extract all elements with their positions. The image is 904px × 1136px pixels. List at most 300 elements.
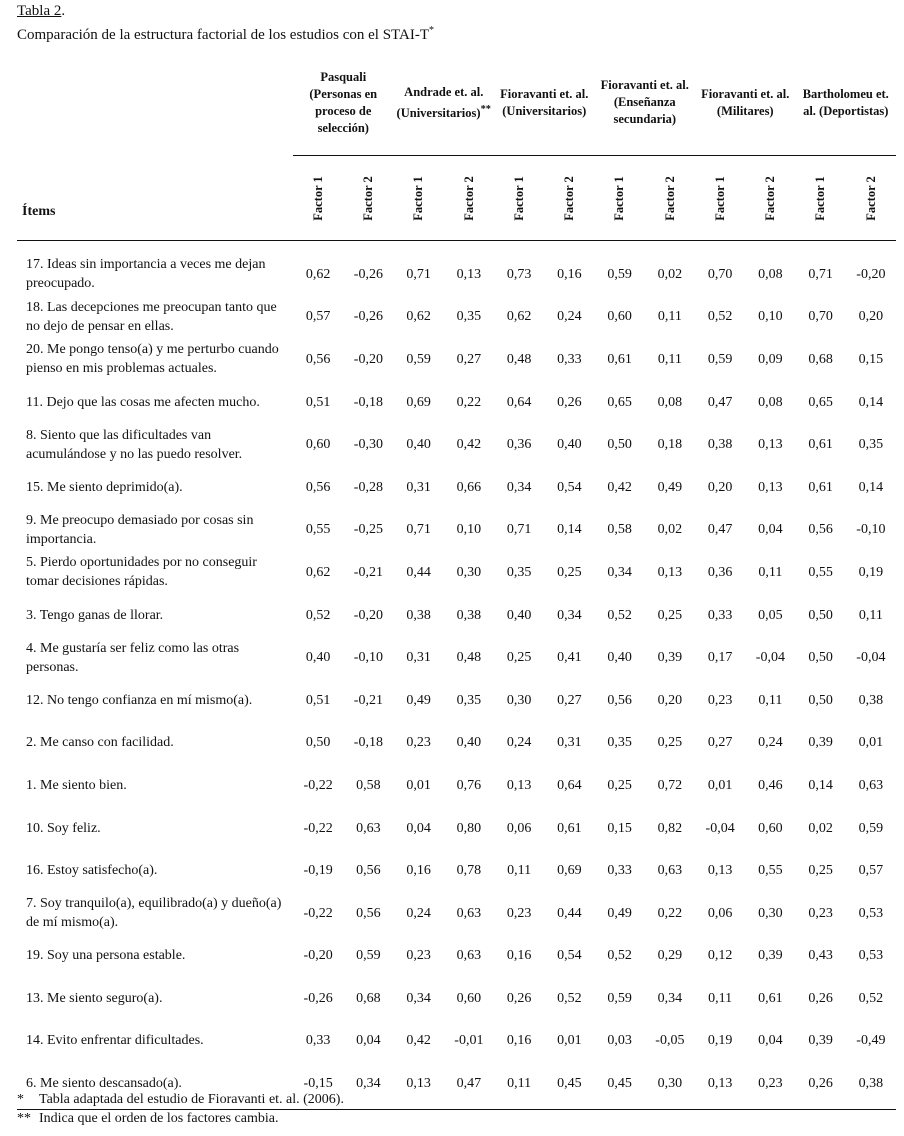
loading-cell: 0,52	[607, 607, 632, 623]
loading-cell: -0,04	[856, 650, 886, 666]
loading-cell: 0,13	[406, 1076, 431, 1092]
loading-cell: 0,38	[707, 437, 733, 453]
loading-cell: 0,44	[557, 905, 582, 921]
loading-cell: 0,61	[758, 990, 783, 1006]
loading-cell: 0,22	[456, 394, 482, 410]
loading-cell: 0,35	[506, 564, 532, 580]
loading-cell: 0,58	[607, 522, 632, 538]
loading-cell: 0,12	[707, 948, 733, 964]
loading-cell: 0,31	[406, 650, 431, 666]
loading-cell: 0,55	[808, 564, 833, 580]
loading-cell: 0,59	[607, 266, 632, 282]
loading-cell: 0,58	[356, 777, 381, 793]
study-header	[494, 50, 595, 156]
table-row	[17, 594, 896, 637]
loading-cell: 0,10	[456, 522, 482, 538]
loading-cell: 0,60	[456, 990, 482, 1006]
loading-cell: 0,65	[808, 394, 833, 410]
loading-cell: 0,23	[506, 905, 532, 921]
table-caption	[17, 2, 434, 45]
loading-cell: -0,20	[856, 266, 886, 282]
item-cell: 3. Tengo ganas de llorar.	[26, 607, 164, 623]
loading-cell: 0,59	[858, 820, 884, 836]
loading-cell: -0,26	[353, 266, 383, 282]
factor-label: Factor 1	[612, 175, 627, 221]
item-cell: 12. No tengo confianza en mí mismo(a).	[26, 692, 253, 708]
study-header	[394, 50, 495, 156]
loading-cell: 0,71	[808, 266, 833, 282]
loading-cell: -0,49	[856, 1033, 886, 1049]
table-row	[17, 509, 896, 552]
loading-cell: 0,27	[557, 692, 582, 708]
loading-cell: 0,50	[305, 735, 331, 751]
loading-cell: 0,33	[557, 351, 582, 367]
loading-cell: 0,36	[506, 437, 532, 453]
table-label: Tabla 2	[17, 3, 62, 19]
loading-cell: 0,47	[707, 394, 733, 410]
title-footnote-mark: *	[429, 25, 434, 36]
loading-cell: 0,57	[305, 309, 331, 325]
factor-label: Factor 1	[511, 175, 526, 221]
table-row	[17, 466, 896, 509]
study-name: Fioravanti et. al. (Enseñanza secundaria)	[600, 78, 689, 127]
loading-cell: 0,59	[607, 990, 632, 1006]
loading-cell: 0,20	[657, 692, 683, 708]
study-footnote-mark: **	[480, 103, 491, 115]
loading-cell: 0,61	[808, 479, 833, 495]
loading-cell: 0,24	[506, 735, 532, 751]
loading-cell: 0,26	[808, 990, 833, 1006]
loading-cell: 0,41	[557, 650, 582, 666]
loading-cell: 0,08	[758, 266, 783, 282]
loading-cell: 0,71	[506, 522, 532, 538]
loading-cell: 0,53	[858, 948, 884, 964]
note-text: Indica que el orden de los factores cambia.	[39, 1111, 279, 1126]
loading-cell: 0,55	[305, 522, 331, 538]
item-cell: 18. Las decepciones me preocupan tanto que no dejo de pensar en ellas.	[26, 299, 277, 334]
item-cell: 9. Me preocupo demasiado por cosas sin importancia.	[26, 512, 254, 547]
factor-label: Factor 2	[360, 175, 375, 221]
note-text: Tabla adaptada del estudio de Fioravanti et. al. (2006).	[39, 1092, 344, 1107]
loading-cell: 0,42	[456, 437, 482, 453]
loading-cell: 0,06	[707, 905, 733, 921]
loading-cell: 0,34	[607, 564, 632, 580]
loading-cell: -0,25	[353, 522, 383, 538]
table-note	[17, 1109, 344, 1128]
loading-cell: 0,63	[356, 820, 381, 836]
study-name: Andrade et. al. (Universitarios)	[396, 84, 484, 120]
loading-cell: -0,30	[353, 437, 383, 453]
loading-cell: 0,69	[406, 394, 431, 410]
study-header	[595, 50, 696, 156]
loading-cell: 0,13	[506, 777, 532, 793]
table-label-suffix: .	[61, 3, 66, 19]
loading-cell: 0,11	[657, 351, 682, 367]
item-cell: 13. Me siento seguro(a).	[26, 990, 163, 1006]
loading-cell: 0,80	[456, 820, 482, 836]
loading-cell: 0,42	[607, 479, 632, 495]
loading-cell: 0,11	[507, 1076, 532, 1092]
item-cell: 20. Me pongo tenso(a) y me perturbo cuando pienso en mis problemas actuales.	[26, 342, 279, 377]
table-row	[17, 977, 896, 1020]
loading-cell: 0,25	[557, 564, 582, 580]
loading-cell: 0,56	[305, 351, 331, 367]
loading-cell: 0,82	[657, 820, 683, 836]
loading-cell: 0,59	[356, 948, 381, 964]
loading-cell: -0,20	[353, 607, 383, 623]
loading-cell: 0,62	[406, 309, 431, 325]
loading-cell: 0,15	[858, 351, 884, 367]
loading-cell: 0,34	[356, 1076, 381, 1092]
loading-cell: 0,70	[707, 266, 733, 282]
loading-cell: 0,39	[657, 650, 683, 666]
factor-label: Factor 1	[411, 175, 426, 221]
item-cell: 7. Soy tranquilo(a), equilibrado(a) y dueño(a) de mí mismo(a).	[26, 896, 282, 931]
loading-cell: 0,59	[707, 351, 733, 367]
loading-cell: 0,53	[858, 905, 884, 921]
loading-cell: 0,35	[456, 309, 482, 325]
loading-cell: 0,50	[607, 437, 632, 453]
loading-cell: 0,43	[808, 948, 833, 964]
loading-cell: 0,40	[607, 650, 632, 666]
loading-cell: 0,63	[858, 777, 884, 793]
item-cell: 15. Me siento deprimido(a).	[26, 479, 183, 495]
loading-cell: 0,57	[858, 863, 884, 879]
loading-cell: 0,11	[657, 309, 682, 325]
loading-cell: 0,11	[708, 990, 733, 1006]
loading-cell: 0,18	[657, 437, 683, 453]
table-row	[17, 1020, 896, 1063]
table-row	[17, 296, 896, 339]
loading-cell: 0,16	[557, 266, 582, 282]
loading-cell: 0,04	[356, 1033, 381, 1049]
table-row	[17, 849, 896, 892]
study-name: Fioravanti et. al. (Militares)	[701, 86, 790, 118]
table-row	[17, 636, 896, 679]
loading-cell: 0,52	[305, 607, 331, 623]
loading-cell: 0,04	[406, 820, 431, 836]
loading-cell: 0,47	[456, 1076, 482, 1092]
loading-cell: 0,26	[506, 990, 532, 1006]
loading-cell: 0,24	[406, 905, 431, 921]
loading-cell: 0,27	[707, 735, 733, 751]
loading-cell: -0,19	[303, 863, 333, 879]
loading-cell: 0,14	[808, 777, 833, 793]
loading-cell: 0,33	[305, 1033, 331, 1049]
loading-cell: 0,13	[758, 437, 783, 453]
loading-cell: 0,16	[506, 1033, 532, 1049]
loading-cell: 0,14	[858, 394, 884, 410]
table-row	[17, 892, 896, 935]
table-row	[17, 679, 896, 722]
factor-column-header	[343, 156, 393, 241]
loading-cell: -0,04	[705, 820, 735, 836]
item-cell: 6. Me siento descansado(a).	[26, 1076, 182, 1092]
loading-cell: 0,52	[607, 948, 632, 964]
table-row	[17, 423, 896, 466]
loading-cell: 0,06	[506, 820, 532, 836]
loading-cell: 0,50	[808, 607, 833, 623]
loading-cell: 0,27	[456, 351, 482, 367]
loading-cell: 0,73	[506, 266, 532, 282]
loading-cell: 0,20	[707, 479, 733, 495]
loading-cell: 0,23	[707, 692, 733, 708]
loading-cell: 0,22	[657, 905, 683, 921]
loading-cell: 0,38	[858, 692, 884, 708]
factor-column-header	[745, 156, 795, 241]
factor-column-header	[444, 156, 494, 241]
loading-cell: 0,56	[305, 479, 331, 495]
loading-cell: 0,11	[758, 692, 783, 708]
item-cell: 16. Estoy satisfecho(a).	[26, 863, 158, 879]
study-name: Pasquali (Personas en proceso de selección)	[309, 69, 378, 135]
loading-cell: -0,21	[353, 564, 383, 580]
loading-cell: 0,23	[406, 948, 431, 964]
loading-cell: 0,39	[758, 948, 783, 964]
loading-cell: 0,63	[456, 948, 482, 964]
loading-cell: 0,30	[506, 692, 532, 708]
loading-cell: 0,78	[456, 863, 482, 879]
loading-cell: 0,54	[557, 948, 582, 964]
loading-cell: 0,17	[707, 650, 733, 666]
item-cell: 19. Soy una persona estable.	[26, 948, 186, 964]
table-row	[17, 551, 896, 594]
item-cell: 14. Evito enfrentar dificultades.	[26, 1033, 204, 1049]
loading-cell: -0,04	[755, 650, 785, 666]
loading-cell: 0,60	[607, 309, 632, 325]
loading-cell: 0,56	[607, 692, 632, 708]
loading-cell: -0,26	[303, 990, 333, 1006]
loading-cell: 0,16	[506, 948, 532, 964]
loading-cell: 0,39	[808, 1033, 833, 1049]
loading-cell: 0,52	[707, 309, 733, 325]
factor-column-header	[846, 156, 896, 241]
loading-cell: 0,24	[557, 309, 582, 325]
loading-cell: 0,40	[305, 650, 331, 666]
table-body	[17, 253, 896, 1105]
loading-cell: 0,40	[406, 437, 431, 453]
loading-cell: 0,70	[808, 309, 833, 325]
factor-column-header	[796, 156, 846, 241]
loading-cell: 0,42	[406, 1033, 431, 1049]
loading-cell: 0,56	[356, 863, 381, 879]
loading-cell: 0,64	[506, 394, 532, 410]
loading-cell: 0,40	[456, 735, 482, 751]
loading-cell: 0,23	[406, 735, 431, 751]
loading-cell: 0,01	[406, 777, 431, 793]
loading-cell: 0,38	[456, 607, 482, 623]
loading-cell: 0,35	[456, 692, 482, 708]
loading-cell: 0,45	[557, 1076, 582, 1092]
loading-cell: -0,15	[303, 1076, 333, 1092]
items-column-header: Ítems	[17, 50, 293, 241]
loading-cell: 0,34	[657, 990, 683, 1006]
loading-cell: 0,02	[657, 266, 683, 282]
item-cell: 4. Me gustaría ser feliz como las otras personas.	[26, 640, 240, 675]
loading-cell: 0,68	[356, 990, 381, 1006]
factor-column-header	[595, 156, 645, 241]
loading-cell: 0,31	[406, 479, 431, 495]
loading-cell: -0,21	[353, 692, 383, 708]
loading-cell: 0,49	[406, 692, 431, 708]
table-row	[17, 381, 896, 424]
loading-cell: 0,44	[406, 564, 431, 580]
loading-cell: 0,71	[406, 522, 431, 538]
loading-cell: 0,19	[858, 564, 884, 580]
factor-label: Factor 2	[662, 175, 677, 221]
factor-column-header	[293, 156, 343, 241]
loading-cell: 0,29	[657, 948, 683, 964]
loading-cell: 0,48	[456, 650, 482, 666]
loading-cell: 0,46	[758, 777, 783, 793]
loading-cell: 0,50	[808, 692, 833, 708]
loading-cell: 0,25	[607, 777, 632, 793]
loading-cell: -0,20	[353, 351, 383, 367]
loading-cell: 0,72	[657, 777, 683, 793]
loading-cell: 0,65	[607, 394, 632, 410]
loading-cell: 0,25	[808, 863, 833, 879]
loading-cell: 0,26	[557, 394, 582, 410]
loading-cell: 0,64	[557, 777, 582, 793]
loading-cell: 0,68	[808, 351, 833, 367]
loading-cell: 0,26	[808, 1076, 833, 1092]
factor-column-header	[394, 156, 444, 241]
loading-cell: 0,02	[808, 820, 833, 836]
loading-cell: 0,11	[858, 607, 883, 623]
loading-cell: 0,25	[657, 607, 683, 623]
loading-cell: 0,59	[406, 351, 431, 367]
loading-cell: 0,63	[456, 905, 482, 921]
study-header	[695, 50, 796, 156]
loading-cell: 0,39	[808, 735, 833, 751]
loading-cell: 0,02	[657, 522, 683, 538]
item-cell: 17. Ideas sin importancia a veces me dejan preocupado.	[26, 257, 266, 292]
loading-cell: 0,03	[607, 1033, 632, 1049]
loading-cell: 0,23	[808, 905, 833, 921]
loading-cell: 0,10	[758, 309, 783, 325]
item-cell: 11. Dejo que las cosas me afecten mucho.	[26, 394, 260, 410]
loading-cell: 0,56	[808, 522, 833, 538]
loading-cell: 0,33	[607, 863, 632, 879]
loading-cell: 0,11	[758, 564, 783, 580]
loading-cell: 0,62	[305, 564, 331, 580]
study-header-row	[17, 50, 896, 156]
item-cell: 2. Me canso con facilidad.	[26, 735, 174, 751]
loading-cell: 0,62	[305, 266, 331, 282]
loading-cell: -0,28	[353, 479, 383, 495]
note-mark: **	[17, 1111, 31, 1126]
loading-cell: -0,18	[353, 394, 383, 410]
loading-cell: 0,35	[858, 437, 884, 453]
factor-column-header	[494, 156, 544, 241]
loading-cell: 0,13	[456, 266, 482, 282]
loading-cell: 0,19	[707, 1033, 733, 1049]
loading-cell: 0,51	[305, 692, 331, 708]
table-row	[17, 935, 896, 978]
loading-cell: -0,22	[303, 820, 333, 836]
loading-cell: 0,60	[305, 437, 331, 453]
loading-cell: 0,20	[858, 309, 884, 325]
table-note	[17, 1090, 344, 1109]
loading-cell: 0,76	[456, 777, 482, 793]
factor-label: Factor 1	[813, 175, 828, 221]
study-header	[796, 50, 897, 156]
loading-cell: 0,25	[506, 650, 532, 666]
loading-cell: 0,14	[858, 479, 884, 495]
item-cell: 1. Me siento bien.	[26, 777, 127, 793]
loading-cell: 0,01	[858, 735, 884, 751]
loading-cell: -0,26	[353, 309, 383, 325]
loading-cell: 0,30	[456, 564, 482, 580]
loading-cell: 0,54	[557, 479, 582, 495]
loading-cell: -0,10	[353, 650, 383, 666]
factor-column-header	[695, 156, 745, 241]
table-title: Comparación de la estructura factorial de los estudios con el STAI-T	[17, 27, 429, 43]
loading-cell: 0,63	[657, 863, 683, 879]
loading-cell: 0,40	[506, 607, 532, 623]
loading-cell: 0,11	[507, 863, 532, 879]
loading-cell: 0,56	[356, 905, 381, 921]
loading-cell: 0,38	[858, 1076, 884, 1092]
loading-cell: 0,62	[506, 309, 532, 325]
table-row	[17, 253, 896, 296]
loading-cell: 0,04	[758, 522, 783, 538]
loading-cell: -0,22	[303, 777, 333, 793]
note-mark: *	[17, 1092, 24, 1107]
factor-label: Factor 2	[561, 175, 576, 221]
loading-cell: 0,61	[557, 820, 582, 836]
factor-structure-table	[17, 50, 896, 1110]
study-name: Fioravanti et. al. (Universitarios)	[500, 86, 589, 118]
loading-cell: 0,60	[758, 820, 783, 836]
loading-cell: 0,52	[858, 990, 884, 1006]
table-row	[17, 807, 896, 850]
table-row	[17, 338, 896, 381]
loading-cell: 0,31	[557, 735, 582, 751]
loading-cell: 0,49	[607, 905, 632, 921]
loading-cell: 0,15	[607, 820, 632, 836]
loading-cell: 0,69	[557, 863, 582, 879]
loading-cell: 0,45	[607, 1076, 632, 1092]
loading-cell: 0,04	[758, 1033, 783, 1049]
study-header	[293, 50, 394, 156]
loading-cell: 0,34	[506, 479, 532, 495]
item-cell: 10. Soy feliz.	[26, 820, 101, 836]
loading-cell: -0,18	[353, 735, 383, 751]
loading-cell: 0,09	[758, 351, 783, 367]
loading-cell: 0,38	[406, 607, 431, 623]
loading-cell: 0,36	[707, 564, 733, 580]
loading-cell: 0,13	[657, 564, 683, 580]
loading-cell: 0,25	[657, 735, 683, 751]
loading-cell: 0,47	[707, 522, 733, 538]
loading-cell: 0,61	[808, 437, 833, 453]
table-notes	[17, 1090, 344, 1128]
loading-cell: -0,10	[856, 522, 886, 538]
factor-label: Factor 2	[863, 175, 878, 221]
loading-cell: 0,30	[758, 905, 783, 921]
loading-cell: 0,14	[557, 522, 582, 538]
loading-cell: 0,33	[707, 607, 733, 623]
factor-label: Factor 1	[712, 175, 727, 221]
factor-label: Factor 2	[762, 175, 777, 221]
factor-label: Factor 1	[310, 175, 325, 221]
loading-cell: 0,30	[657, 1076, 683, 1092]
loading-cell: 0,61	[607, 351, 632, 367]
loading-cell: 0,55	[758, 863, 783, 879]
loading-cell: 0,35	[607, 735, 632, 751]
item-cell: 8. Siento que las dificultades van acumulándose y no las puedo resolver.	[26, 427, 243, 462]
